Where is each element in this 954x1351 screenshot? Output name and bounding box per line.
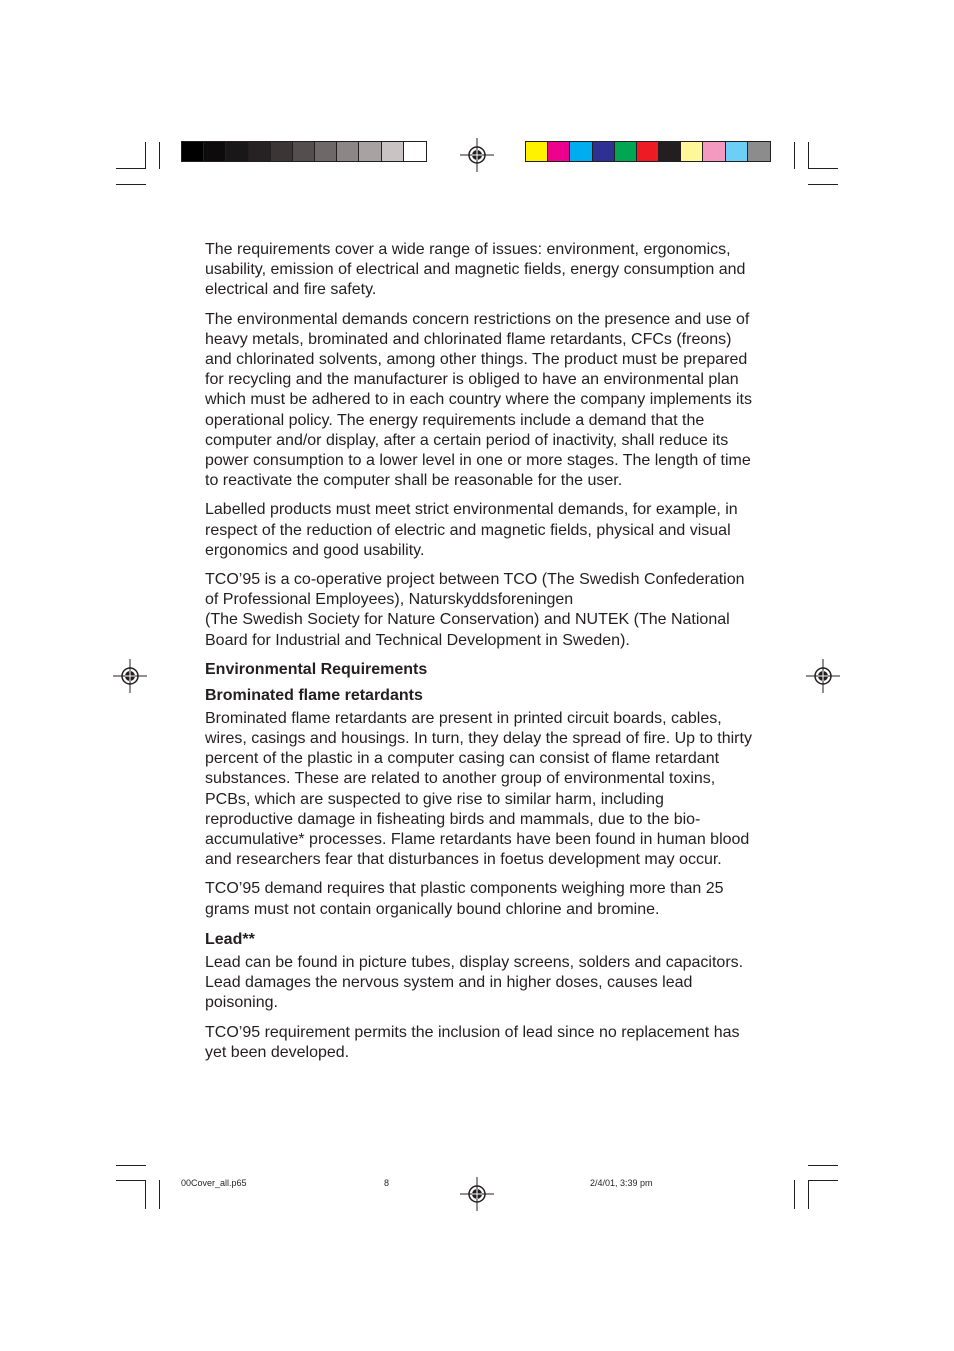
process-swatch xyxy=(748,142,770,161)
paragraph: TCO’95 demand requires that plastic components weighing more than 25 grams must not contain organically bound chlorine and bromine. xyxy=(205,880,724,918)
crop-mark xyxy=(116,184,146,185)
crop-mark xyxy=(145,142,146,169)
grayscale-swatch xyxy=(404,142,426,161)
grayscale-swatch xyxy=(182,142,204,161)
crop-mark xyxy=(794,142,795,169)
registration-mark-icon xyxy=(460,1177,494,1211)
section-heading: Environmental Requirements xyxy=(205,660,428,678)
grayscale-color-bar xyxy=(181,141,427,162)
crop-mark xyxy=(808,184,838,185)
process-swatch xyxy=(703,142,725,161)
paragraph xyxy=(205,570,753,651)
page-content xyxy=(205,240,753,1072)
crop-mark xyxy=(116,168,146,169)
slug-filename: 00Cover_all.p65 xyxy=(181,1178,247,1188)
crop-mark xyxy=(808,1180,838,1181)
crop-mark xyxy=(116,1165,146,1166)
paragraph: The environmental demands concern restrictions on the presence and use of heavy metals, brominated and chlorinated flame retardants, CFCs (freons) and chlorinated solvents, among other things. The product must be prepared for recycling and the manufacturer is obliged to have an environmental plan which must be adhered to in each country where the company implements its operational policy. The energy requirements include a demand that the computer and/or display, after a certain period of inactivity, shall reduce its power consumption to a lower level in one or more stages. The length of time to reactivate the computer shall be reasonable for the user. xyxy=(205,310,752,490)
paragraph: Brominated flame retardants are present in printed circuit boards, cables, wires, casings and housings. In turn, they delay the spread of fire. Up to thirty percent of the plastic in a computer casing can consist of flame retardant substances. These are related to another group of environmental toxins, PCBs, which are suspected to give rise to similar harm, including reproductive damage in fisheating birds and mammals, due to the bio-accumulative* processes. Flame retardants have been found in human blood and researchers fear that disturbances in foetus development may occur. xyxy=(205,709,752,869)
process-swatch xyxy=(681,142,703,161)
process-swatch xyxy=(593,142,615,161)
paragraph-line: TCO’95 is a co-operative project between TCO (The Swedish Confederation of Professional Employees), Naturskyddsforeningen xyxy=(205,571,745,609)
slug-datetime: 2/4/01, 3:39 pm xyxy=(590,1178,653,1188)
paragraph: The requirements cover a wide range of issues: environment, ergonomics, usability, emission of electrical and magnetic fields, energy consumption and electrical and fire safety. xyxy=(205,241,746,299)
crop-mark xyxy=(116,1180,146,1181)
grayscale-swatch xyxy=(337,142,359,161)
crop-mark xyxy=(159,142,160,169)
process-swatch xyxy=(615,142,637,161)
grayscale-swatch xyxy=(293,142,315,161)
paragraph: TCO’95 requirement permits the inclusion of lead since no replacement has yet been developed. xyxy=(205,1023,740,1061)
crop-mark xyxy=(808,142,809,169)
registration-mark-icon xyxy=(806,659,840,693)
registration-mark-icon xyxy=(113,659,147,693)
process-swatch xyxy=(726,142,748,161)
slug-page-number: 8 xyxy=(384,1178,390,1188)
paragraph-line: (The Swedish Society for Nature Conservation) and NUTEK (The National Board for Industrial and Technical Development in Sweden). xyxy=(205,611,730,649)
grayscale-swatch xyxy=(204,142,226,161)
crop-mark xyxy=(794,1180,795,1209)
grayscale-swatch xyxy=(271,142,293,161)
paragraph: Lead can be found in picture tubes, display screens, solders and capacitors. Lead damages the nervous system and in higher doses, causes lead poisoning. xyxy=(205,953,744,1012)
subsection-heading: Brominated flame retardants xyxy=(205,686,423,704)
crop-mark xyxy=(808,168,838,169)
grayscale-swatch xyxy=(315,142,337,161)
subsection-heading: Lead** xyxy=(205,930,255,948)
crop-mark xyxy=(808,1180,809,1209)
crop-mark xyxy=(808,1165,838,1166)
process-swatch xyxy=(659,142,681,161)
process-swatch xyxy=(526,142,548,161)
grayscale-swatch xyxy=(226,142,248,161)
crop-mark xyxy=(145,1180,146,1209)
grayscale-swatch xyxy=(359,142,381,161)
process-swatch xyxy=(637,142,659,161)
grayscale-swatch xyxy=(249,142,271,161)
grayscale-swatch xyxy=(382,142,404,161)
paragraph: Labelled products must meet strict environmental demands, for example, in respect of the reduction of electric and magnetic fields, physical and visual ergonomics and good usability. xyxy=(205,501,738,559)
registration-mark-icon xyxy=(460,138,494,172)
process-color-bar xyxy=(525,141,771,162)
process-swatch xyxy=(548,142,570,161)
process-swatch xyxy=(570,142,592,161)
crop-mark xyxy=(159,1180,160,1209)
